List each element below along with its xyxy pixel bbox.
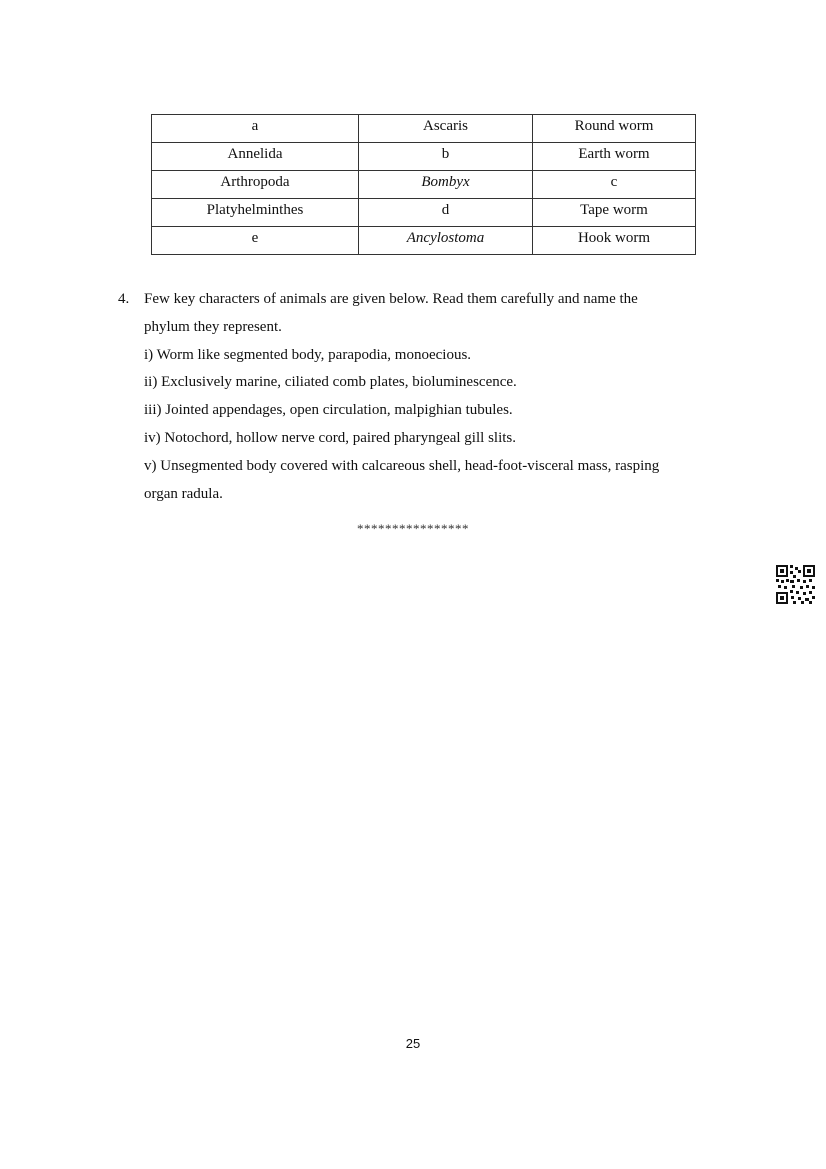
- question-item: i) Worm like segmented body, parapodia, monoecious.: [144, 346, 472, 363]
- table-row: [152, 171, 696, 199]
- table-cell: a: [152, 115, 359, 143]
- table-cell: Round worm: [533, 115, 696, 143]
- table-row: [152, 115, 696, 143]
- question-item: v) Unsegmented body covered with calcareous shell, head-foot-visceral mass, rasping: [144, 457, 660, 474]
- question-stem-line: phylum they represent.: [144, 318, 282, 335]
- question-item: iv) Notochord, hollow nerve cord, paired pharyngeal gill slits.: [144, 429, 516, 446]
- table-cell: d: [359, 199, 533, 227]
- question-item: iii) Jointed appendages, open circulation, malpighian tubules.: [144, 402, 513, 419]
- table-cell: Tape worm: [533, 199, 696, 227]
- table-cell: Arthropoda: [152, 171, 359, 199]
- table-cell: Hook worm: [533, 227, 696, 255]
- table-row: [152, 227, 696, 255]
- table-cell: Platyhelminthes: [152, 199, 359, 227]
- table-cell: e: [152, 227, 359, 255]
- question-item: ii) Exclusively marine, ciliated comb plates, bioluminescence.: [144, 374, 517, 391]
- question-stem-line: Few key characters of animals are given below. Read them carefully and name the: [144, 291, 638, 307]
- table-row: [152, 199, 696, 227]
- table-cell: Bombyx: [359, 171, 533, 199]
- page-number: 25: [405, 1036, 421, 1051]
- table-row: [152, 143, 696, 171]
- table-cell: Ascaris: [359, 115, 533, 143]
- question-number: 4.: [118, 291, 130, 307]
- classification-table: [151, 114, 696, 255]
- table-cell: Ancylostoma: [359, 227, 533, 255]
- table-cell: c: [533, 171, 696, 199]
- section-separator: ****************: [357, 521, 469, 536]
- table-cell: b: [359, 143, 533, 171]
- table-cell: Earth worm: [533, 143, 696, 171]
- question-item: organ radula.: [144, 485, 223, 502]
- question-4: [118, 286, 718, 508]
- table-cell: Annelida: [152, 143, 359, 171]
- qr-code-icon: [776, 565, 815, 604]
